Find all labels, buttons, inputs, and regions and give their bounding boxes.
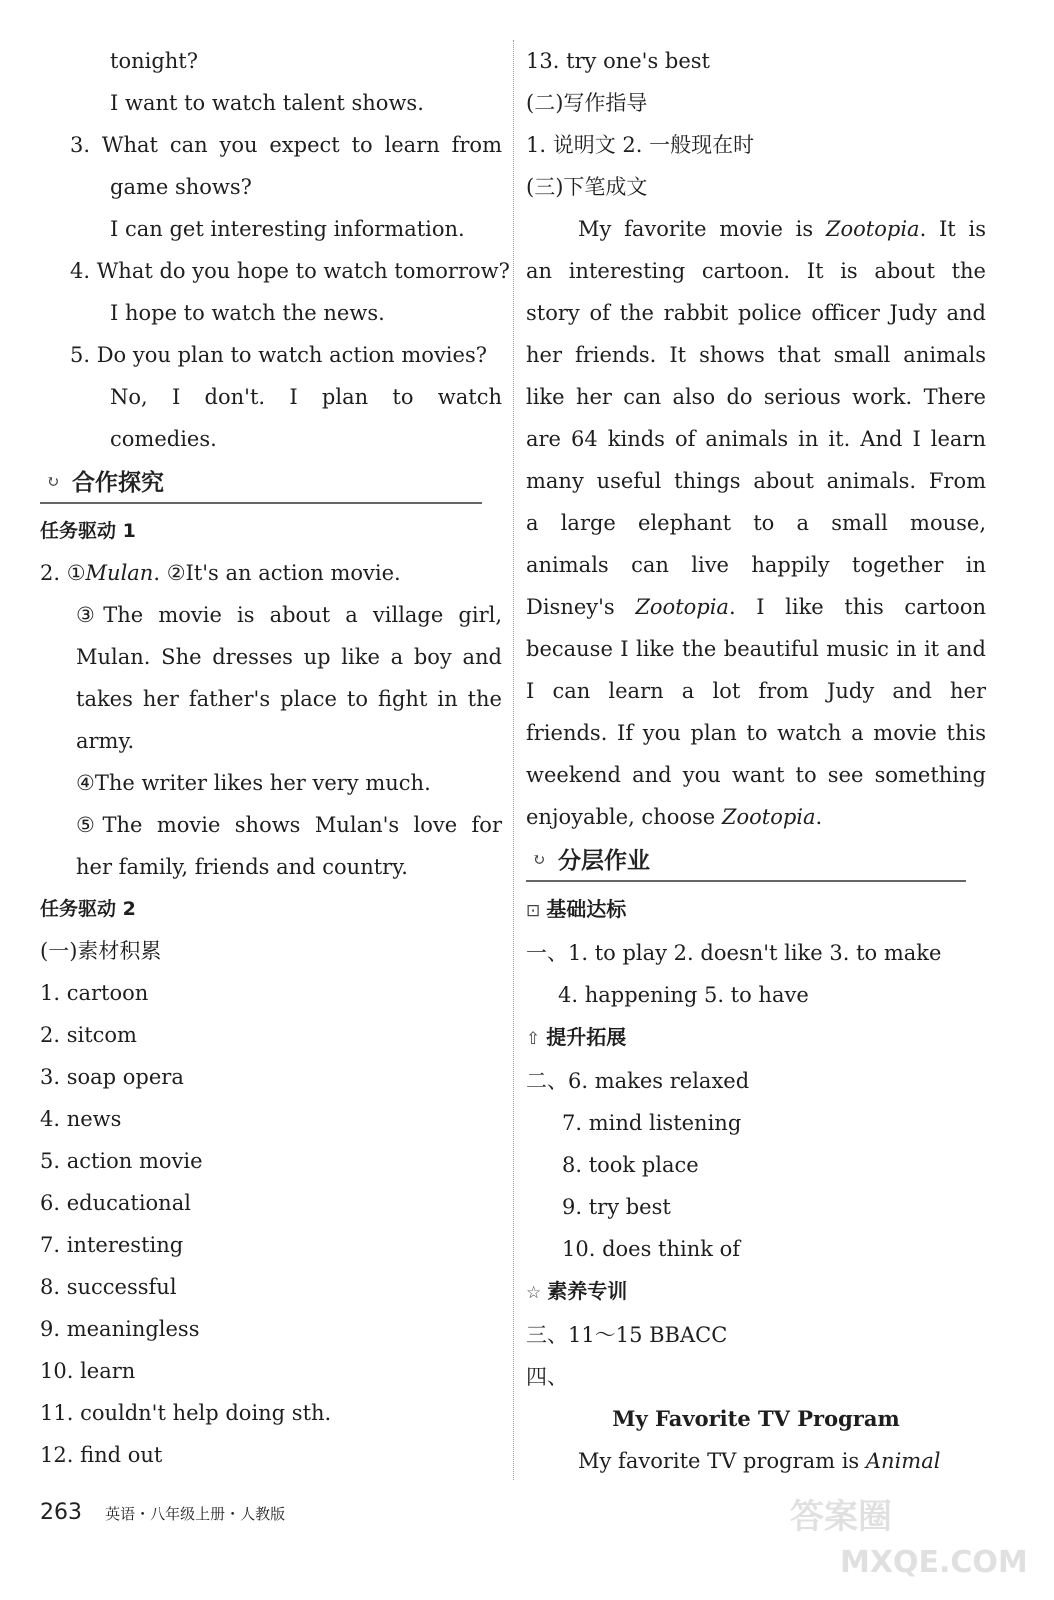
list-item: 3. soap opera xyxy=(40,1065,184,1089)
essay-text: are 64 kinds of animals in it. And I learn xyxy=(526,427,986,451)
essay-text: My favorite movie is xyxy=(578,217,826,241)
essay-line xyxy=(526,208,986,250)
tv-line-italic: Animal xyxy=(865,1449,941,1473)
basic-line1: 一、1. to play 2. doesn't like 3. to make xyxy=(526,941,942,965)
task1-line7: ⑤The movie shows Mulan's love for xyxy=(76,813,502,837)
essay-line xyxy=(526,502,986,544)
task1-line2: ③The movie is about a village girl, xyxy=(76,603,502,627)
q3-answer: I can get interesting information. xyxy=(110,217,465,241)
task1-line4: takes her father's place to fight in the xyxy=(76,687,502,711)
watermark-text-domain: MXQE.COM xyxy=(840,1545,1028,1580)
italic-title: Zootopia xyxy=(635,595,729,619)
task1-num: 2. ① xyxy=(40,561,86,585)
list-item: 9. meaningless xyxy=(40,1317,200,1341)
essay-text: Disney's xyxy=(526,595,636,619)
essay-line xyxy=(526,250,986,292)
q4: 4. What do you hope to watch tomorrow? xyxy=(70,259,510,283)
task1-line5: army. xyxy=(76,729,135,753)
essay-text: . I like this cartoon xyxy=(728,595,986,619)
essay-text: her friends. It shows that small animals xyxy=(526,343,986,367)
section-rule xyxy=(40,502,482,504)
essay-line xyxy=(526,334,986,376)
tv-line-text: My favorite TV program is xyxy=(578,1449,866,1473)
essay-line xyxy=(526,418,986,460)
basic-title: 基础达标 xyxy=(546,897,627,921)
essay xyxy=(526,208,986,838)
list-item: 2. sitcom xyxy=(40,1023,137,1047)
essay-line xyxy=(526,712,986,754)
essay-line xyxy=(526,628,986,670)
literacy-heading xyxy=(526,1270,986,1314)
task1-line1 xyxy=(40,552,502,594)
extend-title: 提升拓展 xyxy=(546,1025,627,1049)
extend-item: 8. took place xyxy=(562,1153,699,1177)
essay-text: . It is xyxy=(919,217,986,241)
section-rule xyxy=(526,880,966,882)
task2-heading: 任务驱动 2 xyxy=(40,898,136,920)
q4-answer: I hope to watch the news. xyxy=(110,301,385,325)
essay-text: animals can live happily together in xyxy=(526,553,986,577)
essay-line xyxy=(526,670,986,712)
writing-guide-answers: 1. 说明文 2. 一般现在时 xyxy=(526,133,755,157)
list-item: 4. news xyxy=(40,1107,122,1131)
essay-text: I can learn a lot from Judy and her xyxy=(526,679,986,703)
section-arrow-icon: ↻ xyxy=(46,472,60,491)
section-heading-cooperate xyxy=(40,462,502,506)
extend-item: 二、6. makes relaxed xyxy=(526,1069,750,1093)
italic-title: Zootopia xyxy=(825,217,920,241)
watermark-logo xyxy=(780,1486,1040,1586)
essay-text: because I like the beautiful music in it and xyxy=(526,637,986,661)
essay-line xyxy=(526,460,986,502)
q5-answer-line2: comedies. xyxy=(110,427,217,451)
literacy-line2: 四、 xyxy=(526,1365,568,1389)
task1-line6: ④The writer likes her very much. xyxy=(76,771,431,795)
page-number: 263 xyxy=(40,1500,82,1525)
mulan-title: Mulan xyxy=(85,561,154,585)
left-column xyxy=(40,40,510,1476)
lock-icon: ⊡ xyxy=(526,901,541,921)
q2-continuation: tonight? xyxy=(110,49,198,73)
q5-answer-line1: No, I don't. I plan to watch xyxy=(110,385,502,409)
task1-line8: her family, friends and country. xyxy=(76,855,408,879)
essay-text: many useful things about animals. From xyxy=(526,469,986,493)
essay-line xyxy=(526,376,986,418)
section-title: 分层作业 xyxy=(558,848,650,874)
italic-title: Zootopia xyxy=(721,805,816,829)
list-item: 7. interesting xyxy=(40,1233,184,1257)
list-item: 6. educational xyxy=(40,1191,191,1215)
basic-heading xyxy=(526,888,986,932)
essay-line xyxy=(526,796,986,838)
tv-essay-title: My Favorite TV Program xyxy=(612,1406,900,1431)
essay-text: weekend and you want to see something xyxy=(526,763,986,787)
task1-rest: . ②It's an action movie. xyxy=(153,561,401,585)
materials-heading: (一)素材积累 xyxy=(40,939,162,963)
task1-heading: 任务驱动 1 xyxy=(40,520,136,542)
essay-line xyxy=(526,586,986,628)
book-title: 英语・八年级上册・人教版 xyxy=(105,1505,286,1523)
section-title: 合作探究 xyxy=(72,470,164,496)
page-footer xyxy=(40,1500,285,1525)
literacy-title: 素养专训 xyxy=(547,1279,628,1303)
section-heading-homework xyxy=(526,840,986,884)
list-item: 5. action movie xyxy=(40,1149,203,1173)
q3-line2: game shows? xyxy=(110,175,252,199)
item-13: 13. try one's best xyxy=(526,49,710,73)
essay-line xyxy=(526,544,986,586)
essay-text: . xyxy=(815,805,823,829)
q2-answer: I want to watch talent shows. xyxy=(110,91,424,115)
essay-line xyxy=(526,754,986,796)
basic-line2: 4. happening 5. to have xyxy=(558,983,809,1007)
literacy-line1: 三、11～15 BBACC xyxy=(526,1323,728,1347)
extend-item: 10. does think of xyxy=(562,1237,741,1261)
extend-item: 9. try best xyxy=(562,1195,671,1219)
essay-text: a large elephant to a small mouse, xyxy=(526,511,986,535)
essay-text: story of the rabbit police officer Judy and xyxy=(526,301,986,325)
tv-essay-line1 xyxy=(526,1440,986,1482)
compose-heading: (三)下笔成文 xyxy=(526,175,648,199)
essay-text: an interesting cartoon. It is about the xyxy=(526,259,986,283)
task1-line3: Mulan. She dresses up like a boy and xyxy=(76,645,502,669)
list-item: 12. find out xyxy=(40,1443,163,1467)
section-arrow-icon: ↻ xyxy=(532,850,546,869)
list-item: 8. successful xyxy=(40,1275,177,1299)
extend-item: 7. mind listening xyxy=(562,1111,742,1135)
extend-heading xyxy=(526,1016,986,1060)
essay-text: friends. If you plan to watch a movie this xyxy=(526,721,986,745)
list-item: 10. learn xyxy=(40,1359,136,1383)
list-item: 11. couldn't help doing sth. xyxy=(40,1401,332,1425)
q3-line1: 3. What can you expect to learn from xyxy=(70,133,502,157)
essay-text: like her can also do serious work. There xyxy=(526,385,986,409)
essay-text: enjoyable, choose xyxy=(526,805,722,829)
column-divider xyxy=(513,40,514,1480)
watermark-text-cn: 答案圈 xyxy=(790,1497,892,1537)
star-icon: ☆ xyxy=(526,1283,542,1303)
list-item: 1. cartoon xyxy=(40,981,149,1005)
right-column xyxy=(526,40,986,1482)
q5: 5. Do you plan to watch action movies? xyxy=(70,343,487,367)
up-arrow-icon: ⇧ xyxy=(526,1029,541,1049)
writing-guide-heading: (二)写作指导 xyxy=(526,91,648,115)
essay-line xyxy=(526,292,986,334)
